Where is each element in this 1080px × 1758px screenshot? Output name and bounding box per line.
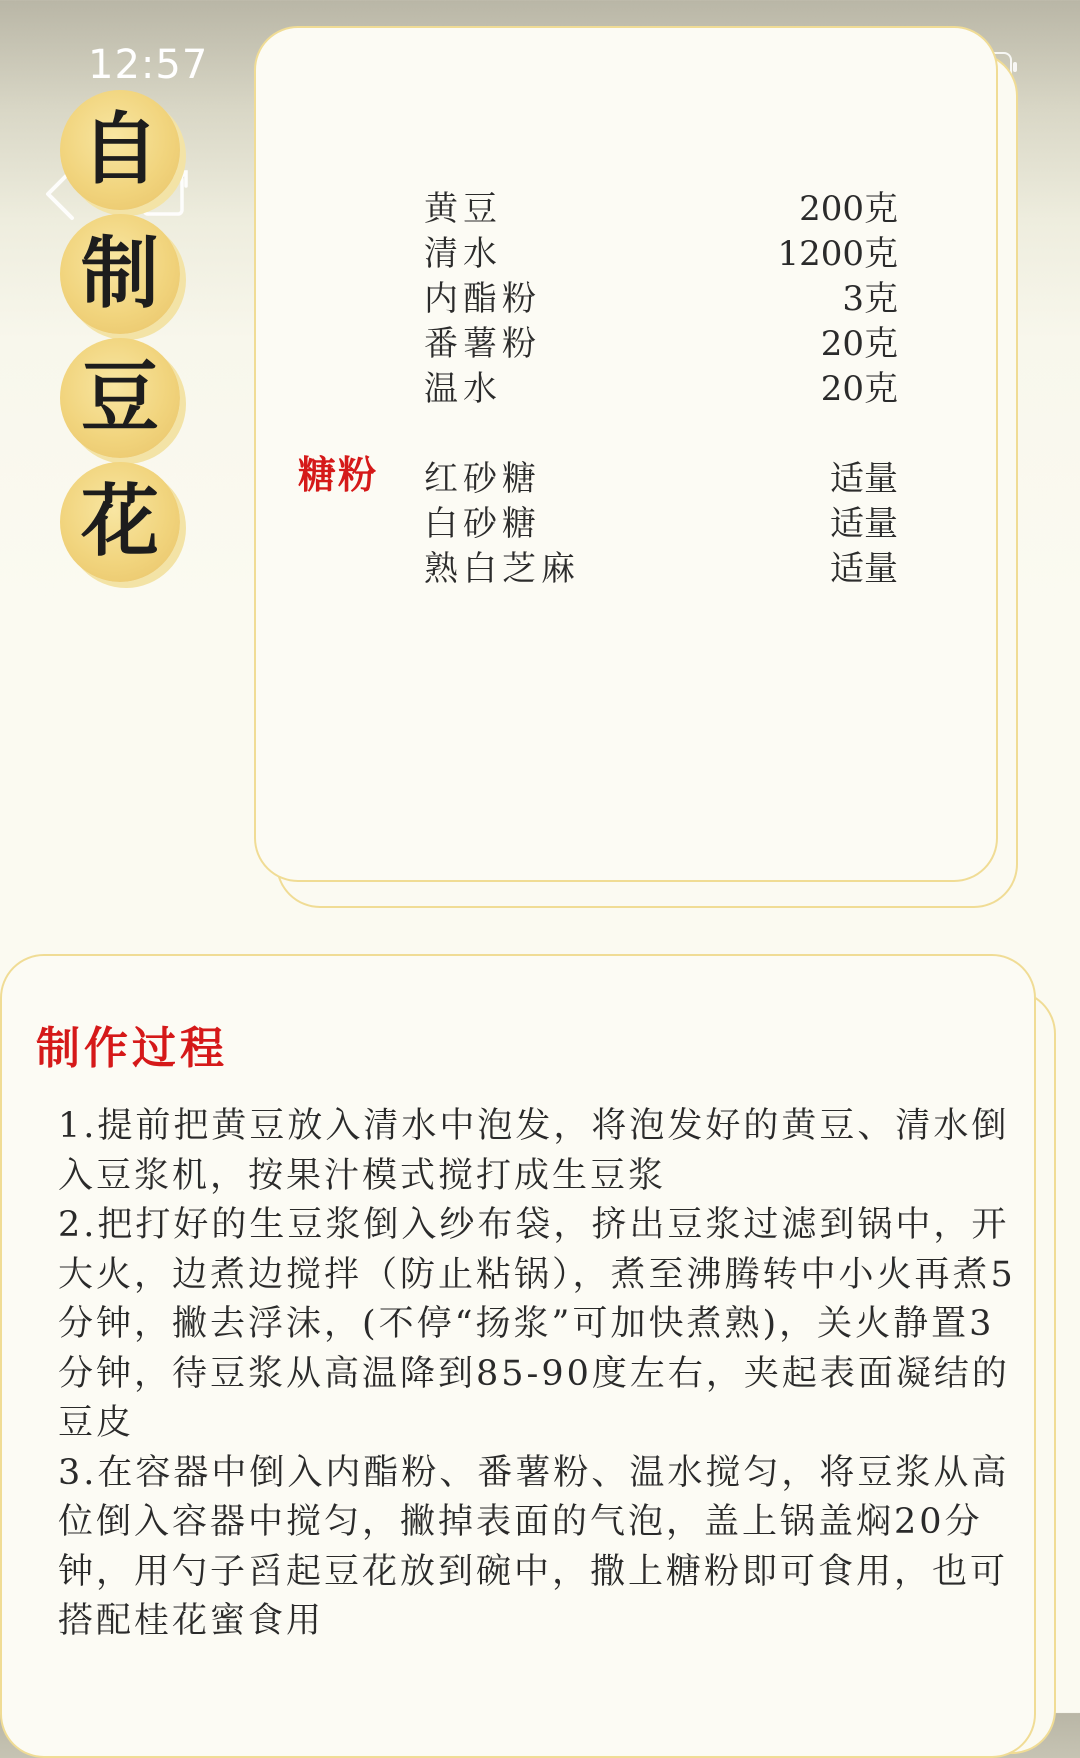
process-step: 3.在容器中倒入内酯粉、番薯粉、温水搅匀，将豆浆从高位倒入容器中搅匀，撇掉表面的气泡，盖上锅盖焖20分钟，用勺子舀起豆花放到碗中，撒上糖粉即可食用，也可搭配桂花蜜食用 <box>58 1452 1010 1641</box>
topping-amount: 适量 <box>830 549 898 589</box>
process-card <box>0 954 1036 1758</box>
ingredient-name: 番薯粉 <box>424 324 541 364</box>
topping-amount: 适量 <box>830 459 898 499</box>
process-steps <box>58 1102 1018 1647</box>
process-step: 2.把打好的生豆浆倒入纱布袋，挤出豆浆过滤到锅中，开大火，边煮边搅拌（防止粘锅），煮至沸腾转中小火再煮5分钟，撇去浮沫，(不停“扬浆”可加快煮熟)，关火静置3分钟，待豆浆从高温降到85-90度左右，夹起表面凝结的豆皮 <box>58 1205 1016 1443</box>
title-char: 自 <box>60 90 180 210</box>
ingredient-amount: 20克 <box>820 369 898 409</box>
ingredient-amount: 20克 <box>820 324 898 364</box>
ingredients-card <box>254 26 998 882</box>
topping-row <box>424 496 898 544</box>
topping-row <box>424 451 898 499</box>
topping-name: 熟白芝麻 <box>424 549 580 589</box>
topping-label: 糖粉 <box>298 452 379 497</box>
ingredient-row <box>424 226 898 274</box>
title-char: 豆 <box>60 338 180 458</box>
topping-name: 白砂糖 <box>424 504 541 544</box>
ingredient-row <box>424 361 898 409</box>
ingredient-name: 清水 <box>424 234 502 274</box>
process-heading: 制作过程 <box>36 1023 228 1074</box>
process-step: 1.提前把黄豆放入清水中泡发，将泡发好的黄豆、清水倒入豆浆机，按果汁模式搅打成生豆浆 <box>58 1106 1010 1196</box>
title-char: 制 <box>60 214 180 334</box>
ingredient-amount: 200克 <box>799 189 898 229</box>
ingredient-name: 黄豆 <box>424 189 502 229</box>
ingredient-name: 温水 <box>424 369 502 409</box>
title-char: 花 <box>60 462 180 582</box>
ingredient-row <box>424 271 898 319</box>
ingredient-name: 内酯粉 <box>424 279 541 319</box>
ingredient-row <box>424 316 898 364</box>
topping-name: 红砂糖 <box>424 459 541 499</box>
ingredient-amount: 3克 <box>842 279 898 319</box>
ingredient-amount: 1200克 <box>777 234 898 274</box>
topping-row <box>424 541 898 589</box>
status-time: 12:57 <box>88 42 209 88</box>
topping-amount: 适量 <box>830 504 898 544</box>
ingredient-row <box>424 181 898 229</box>
